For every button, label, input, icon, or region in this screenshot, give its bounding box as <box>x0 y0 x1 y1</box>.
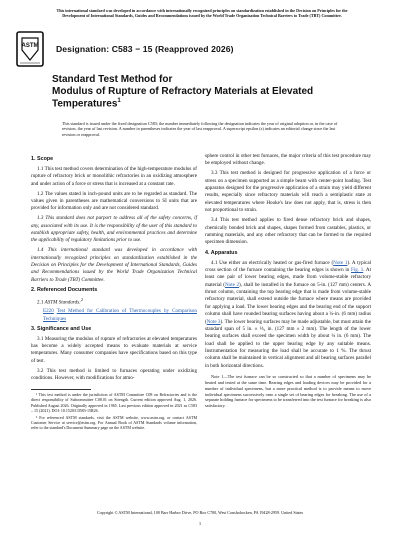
title-line: Temperatures$^1$ <box>52 98 121 110</box>
referenced-standard-title[interactable]: Test Method for Calibration of Thermocouples by Comparison Techniques <box>43 308 197 322</box>
left-column <box>31 153 197 432</box>
footnote-divider <box>31 389 91 390</box>
section-heading-significance: 3. Significance and Use <box>31 325 92 332</box>
figure-1-link[interactable]: Fig. 1 <box>350 266 364 273</box>
designation-preamble: This standard is issued under the fixed designation C583; the number immediately following the designation indicates the year of original adoption or, in the case of revision, the year of last revision. A number in parentheses indicates the year of last reapproval. A superscript epsilon (ε) indicates an editorial change since the last revision or reapproval. <box>62 121 338 137</box>
paragraph-2-1: 2.1 ASTM Standards:$^2$ <box>37 297 83 306</box>
paragraph-1-3: 1.3 This standard does not purport to address all of the safety concerns, if any, associated with its use. It is the responsibility of the user of this standard to establish appropriate safety, health, and environmental practices and determine the applicability of regulatory limitations prior to use. <box>31 215 197 244</box>
note-1-link[interactable]: Note 1 <box>333 259 348 266</box>
paragraph-1-1: 1.1 This test method covers determination of the high-temperature modulus of rupture of refractory brick or monolithic refractories in an oxidizing atmosphere and under action of a force or stress that is increased at a constant rate. <box>31 165 197 187</box>
document-title <box>52 74 352 111</box>
right-column <box>205 153 371 409</box>
note-1: Note 1—The test furnace can be so constructed so that a number of specimens may be heated and tested at the same time. Bearing edges and loading devices may be provided for a number of individual specimens, but a more practical method is to provide means to move individual specimens successively onto a single set of bearing edges for breaking. The use of a separate holding furnace for specimens to be transferred into the test furnace for breaking is also satisfactory. <box>205 374 371 409</box>
section-heading-referenced-documents: 2. Referenced Documents <box>31 287 98 294</box>
section-heading-apparatus: 4. Apparatus <box>205 249 238 256</box>
title-line: Modulus of Rupture of Refractory Materials at Elevated <box>52 86 314 98</box>
referenced-standard[interactable] <box>31 308 197 323</box>
paragraph-1-2: 1.2 The values stated in inch-pound units are to be regarded as standard. The values given in parentheses are mathematical conversions to SI units that are provided for information only and are not considered standard. <box>31 190 197 212</box>
copyright-footer: Copyright © ASTM International, 100 Barr Harbor Drive, PO Box C700, West Conshohocken, PA 19428-2959. United States <box>96 510 304 515</box>
note-3-link[interactable]: Note 3 <box>206 318 221 325</box>
paragraph-3-3: 3.3 This test method is designed for progressive application of a force or stress on a specimen supported as a simple beam with center-point loading. Test apparatus designed for the progressive application of a strain may yield different results, especially since refractory materials will reach a semiplastic state at elevated temperatures where Hooke's law does not apply, that is, stress is then not proportional to strain. <box>205 170 371 214</box>
note-2-link[interactable]: Note 2 <box>224 281 240 288</box>
paragraph-3-4: 3.4 This test method applies to fired dense refractory brick and shapes, chemically bonded brick and shapes, shapes formed from castables, plastics, or ramming materials, and any other refractory that can be formed to the required specimen dimension. <box>205 217 371 246</box>
footnote-1: ¹ This test method is under the jurisdiction of ASTM Committee C08 on Refractories and is the direct responsibility of Subcommittee C08.01 on Strength. Current edition approved Aug. 1, 2026. Published August 2026. Originally approved in 1965. Last previous edition approved in 2021 as C583 – 15 (2021). DOI: 10.1520/C0583-15R26. <box>31 392 197 413</box>
designation: Designation: C583 − 15 (Reapproved 2026) <box>56 44 234 54</box>
paragraph-3-2-continued: sphere control in other test furnaces, the major criteria of this test procedure may be employed without change. <box>205 153 371 167</box>
svg-text:ASTM: ASTM <box>21 43 39 49</box>
international-standard-notice: This international standard was developed in accordance with internationally recognized principles on standardization established in the Decision on Principles for the Development of International Standards, Guides and Recommendations issued by the World Trade Organization Technical Barriers to Trade (TBT) Committee. <box>56 8 348 19</box>
paragraph-4-1: 4.1 Use either an electrically heated or gas-fired furnace (Note 1). A typical cross section of the furnace containing the bearing edges is shown in Fig. 1. At least one pair of lower bearing edges, made from volume-stable refractory material (Note 2), shall be installed in the furnace on 5-in. (127 mm) centers. A thrust column, containing the top bearing edge that is made from volume-stable refractory material, shall extend outside the furnace where means are provided for applying a load. The lower bearing edges and the bearing end of the support column shall have rounded bearing surfaces having about a ¼-in. (6 mm) radius (Note 3). The lower bearing surfaces may be made adjustable, but must attain the standard span of 5 in. ± ⅓₂ in. (127 mm ± 2 mm). The length of the lower bearing surfaces shall exceed the specimen width by about ¼ in. (6 mm). The load shall be applied to the upper bearing edge by any suitable means. Instrumentation for measuring the load shall be accurate to 1 %. The thrust column shall be maintained in vertical alignment and all bearing surfaces parallel in both horizontal directions. <box>205 259 372 369</box>
astm-logo <box>14 30 46 68</box>
paragraph-3-2: 3.2 This test method is limited to furnaces operating under oxidizing conditions. However, with modifications for atmo- <box>31 367 197 382</box>
paragraph-3-1: 3.1 Measuring the modulus of rupture of refractories at elevated temperatures has become a widely accepted means to evaluate materials at service temperatures. Many consumer companies have specifications based on this type of test. <box>31 335 197 364</box>
paragraph-1-4: 1.4 This international standard was developed in accordance with internationally recognized principles on standardization established in the Decision on Principles for the Development of International Standards, Guides and Recommendations issued by the World Trade Organization Technical Barriers to Trade (TBT) Committee. <box>31 247 197 283</box>
section-heading-scope: 1. Scope <box>31 156 54 162</box>
footnote-2: ² For referenced ASTM standards, visit the ASTM website, www.astm.org, or contact ASTM Customer Service at service@astm.org. For Annual Book of ASTM Standards volume information, refer to the standard's Document Summary page on the ASTM website. <box>31 414 197 431</box>
page-number: 1 <box>198 521 202 526</box>
referenced-standard-link[interactable]: E220 <box>43 308 54 315</box>
title-line: Standard Test Method for <box>52 74 173 85</box>
